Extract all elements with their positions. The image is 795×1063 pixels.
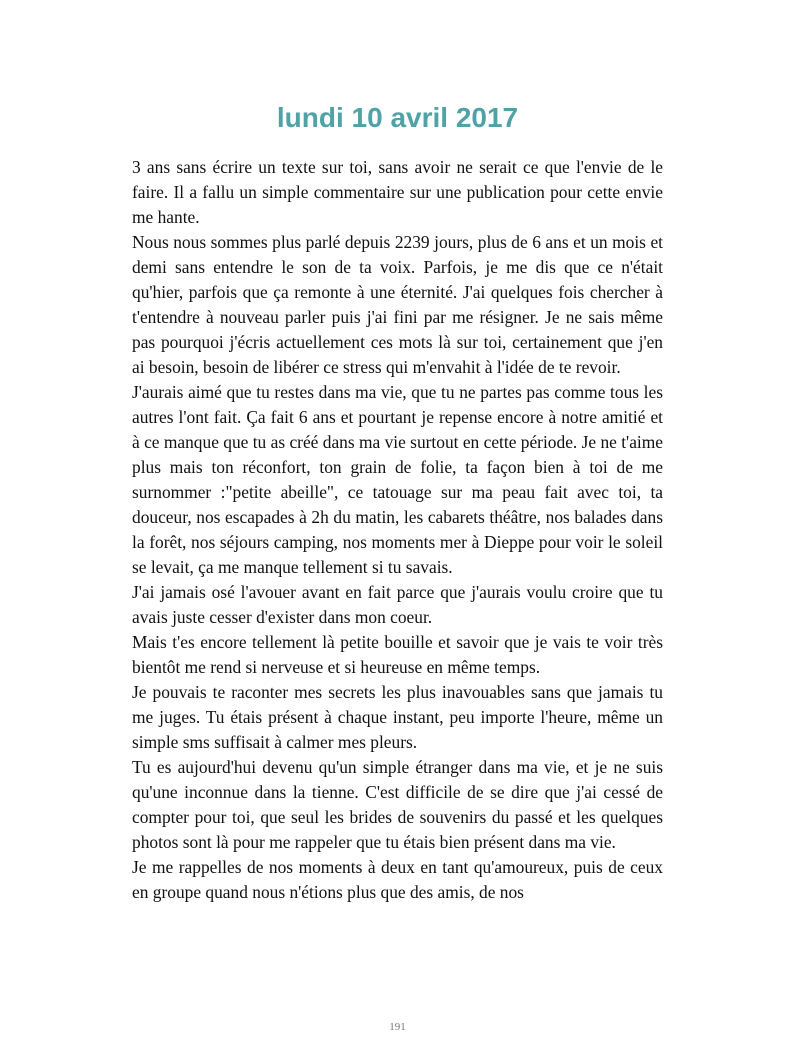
paragraph: 3 ans sans écrire un texte sur toi, sans avoir ne serait ce que l'envie de le faire. Il a fallu un simple commentaire sur une publication pour cette envie me hante. bbox=[132, 157, 663, 227]
paragraph: J'ai jamais osé l'avouer avant en fait parce que j'aurais voulu croire que tu avais juste cesser d'exister dans mon coeur. bbox=[132, 582, 663, 627]
entry-date-title: lundi 10 avril 2017 bbox=[276, 102, 519, 133]
paragraph: Je me rappelles de nos moments à deux en tant qu'amoureux, puis de ceux en groupe quand nous n'étions plus que des amis, de nos bbox=[132, 857, 663, 902]
paragraph: Tu es aujourd'hui devenu qu'un simple étranger dans ma vie, et je ne suis qu'une inconnue dans la tienne. C'est difficile de se dire que j'ai cessé de compter pour toi, que seul les brides de souvenirs du passé et les quelques photos sont là pour me rappeler que tu étais bien présent dans ma vie. bbox=[132, 757, 663, 852]
entry-body bbox=[132, 155, 663, 905]
page-number: 191 bbox=[389, 1021, 406, 1033]
paragraph: Nous nous sommes plus parlé depuis 2239 jours, plus de 6 ans et un mois et demi sans entendre le son de ta voix. Parfois, je me dis que ce n'était qu'hier, parfois que ça remonte à une éternité. J'ai quelques fois chercher à t'entendre à nouveau parler puis j'ai fini par me résigner. Je ne sais même pas pourquoi j'écris actuellement ces mots là sur toi, certainement que j'en ai besoin, besoin de libérer ce stress qui m'envahit à l'idée de te revoir. bbox=[132, 232, 663, 377]
paragraph: Mais t'es encore tellement là petite bouille et savoir que je vais te voir très bientôt me rend si nerveuse et si heureuse en même temps. bbox=[132, 632, 663, 677]
paragraph: Je pouvais te raconter mes secrets les plus inavouables sans que jamais tu me juges. Tu étais présent à chaque instant, peu importe l'heure, même un simple sms suffisait à calmer mes pleurs. bbox=[132, 682, 663, 752]
paragraph: J'aurais aimé que tu restes dans ma vie, que tu ne partes pas comme tous les autres l'ont fait. Ça fait 6 ans et pourtant je repense encore à notre amitié et à ce manque que tu as créé dans ma vie surtout en cette période. Je ne t'aime plus mais ton réconfort, ton grain de folie, ta façon bien à toi de me surnommer :"petite abeille", ce tatouage sur ma peau fait avec toi, ta douceur, nos escapades à 2h du matin, les cabarets théâtre, nos balades dans la forêt, nos séjours camping, nos moments mer à Dieppe pour voir le soleil se levait, ça me manque tellement si tu savais. bbox=[132, 382, 663, 577]
